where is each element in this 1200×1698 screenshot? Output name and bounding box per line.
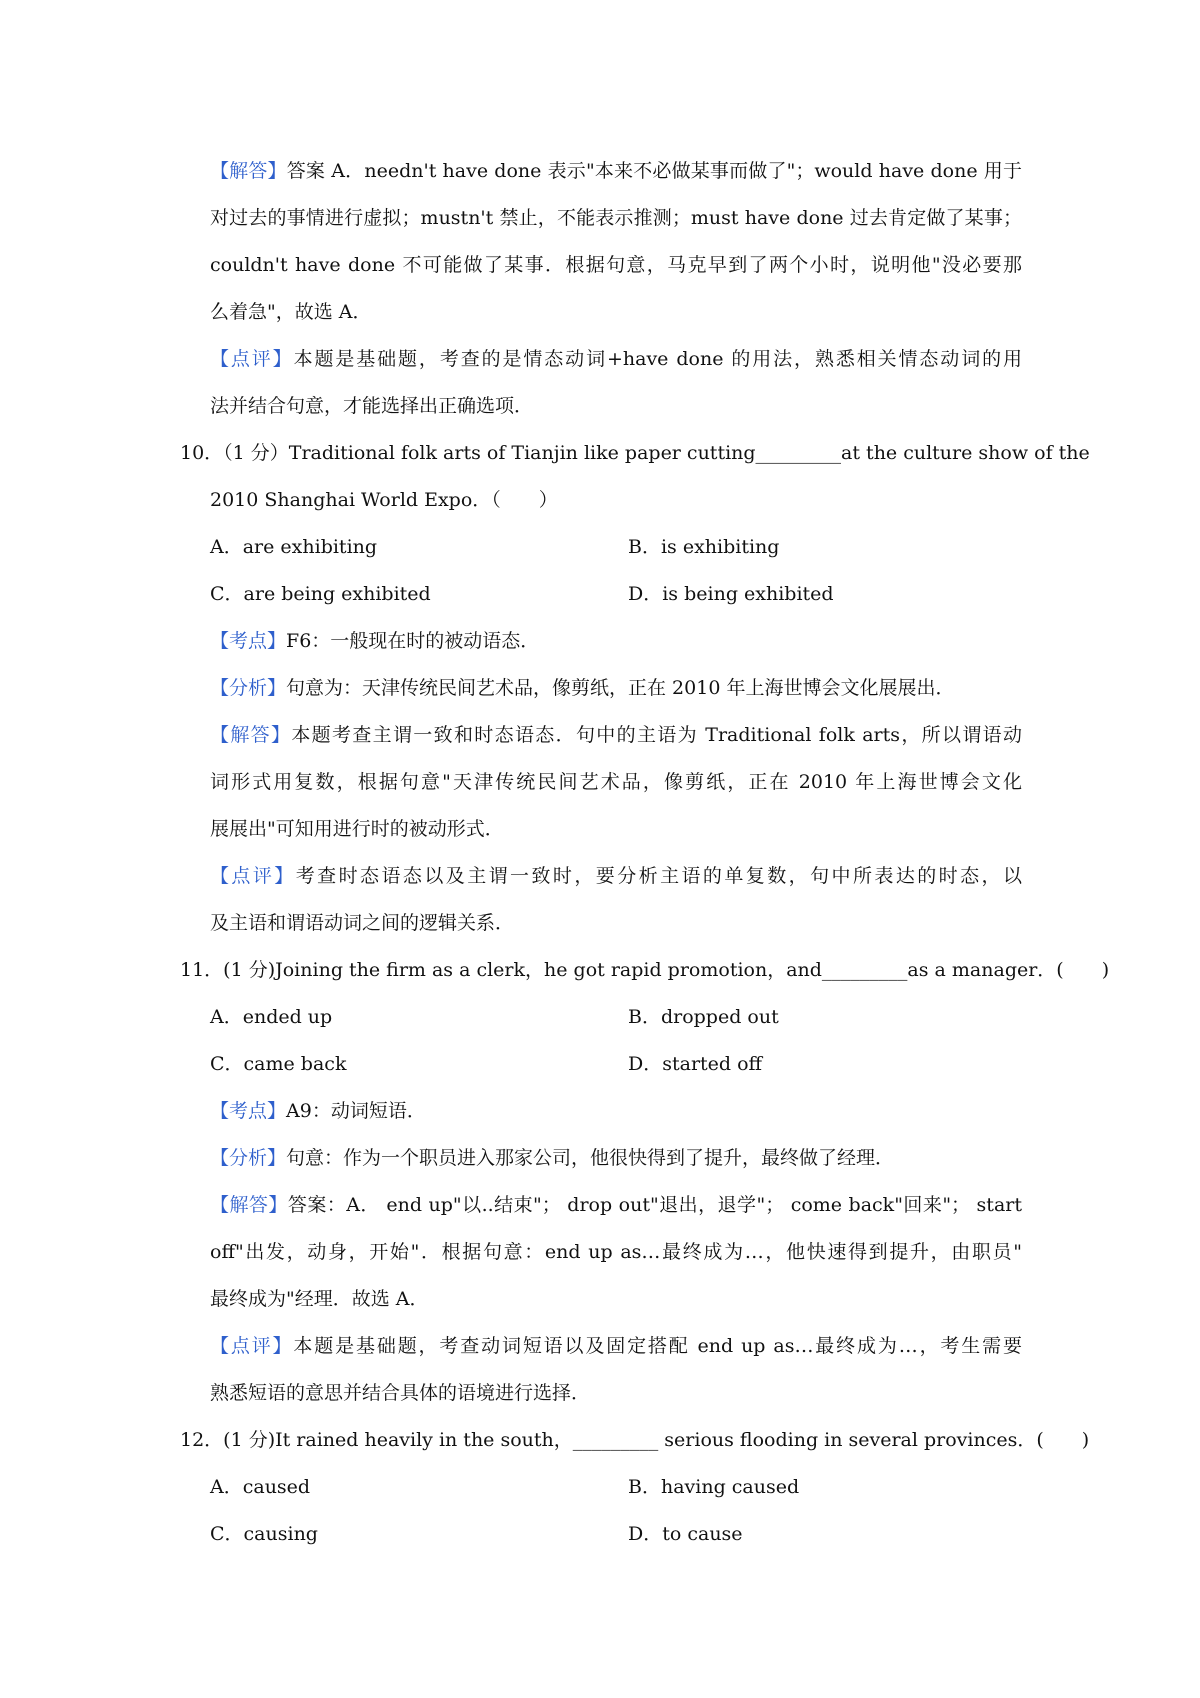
comment-tag: 【点评】 [210, 1335, 294, 1357]
test-point-tag: 【考点】 [210, 1100, 287, 1122]
q9-answer-line-2: 对过去的事情进行虚拟；mustn't 禁止，不能表示推测；must have done 过去肯定做了某事； [210, 207, 1022, 229]
q10-comment-line-2: 及主语和谓语动词之间的逻辑关系． [210, 912, 515, 934]
q11-option-d: D．started off [628, 1053, 763, 1075]
q10-option-b: B．is exhibiting [628, 536, 780, 558]
analysis-tag: 【分析】 [210, 1147, 287, 1169]
q9-answer-line-1: 【解答】答案 A．needn't have done 表示"本来不必做某事而做了"；would have done 用于 [210, 160, 1022, 182]
q12-option-a: A．caused [210, 1476, 311, 1498]
q10-option-a: A．are exhibiting [210, 536, 378, 558]
q10-answer-line-3: 展展出"可知用进行时的被动形式． [210, 818, 504, 840]
q11-answer-line-2: off"出发，动身，开始"．根据句意：end up as…最终成为…，他快速得到提升，由职员" [210, 1241, 1022, 1263]
q10-stem-line-2: 2010 Shanghai World Expo．（ ） [210, 489, 558, 511]
q11-analysis: 【分析】句意：作为一个职员进入那家公司，他很快得到了提升，最终做了经理． [210, 1147, 895, 1169]
q10-answer-line-1: 【解答】本题考查主谓一致和时态语态．句中的主语为 Traditional folk arts，所以谓语动 [210, 724, 1022, 746]
q11-test-point: 【考点】A9：动词短语． [210, 1100, 426, 1122]
q11-option-a: A．ended up [210, 1006, 333, 1028]
test-point-tag: 【考点】 [210, 630, 287, 652]
q12-option-c: C．causing [210, 1523, 318, 1545]
q11-stem: 11．(1 分)Joining the firm as a clerk，he got rapid promotion，and_________as a manager．( ) [180, 959, 1110, 981]
q12-stem: 12．(1 分)It rained heavily in the south，_________ serious flooding in several provinces．( ) [180, 1429, 1090, 1451]
comment-tag: 【点评】 [210, 348, 294, 370]
q10-answer-line-2: 词形式用复数，根据句意"天津传统民间艺术品，像剪纸，正在 2010 年上海世博会文化 [210, 771, 1022, 793]
q12-option-b: B．having caused [628, 1476, 800, 1498]
q9-answer-line-3: couldn't have done 不可能做了某事．根据句意，马克早到了两个小时，说明他"没必要那 [210, 254, 1022, 276]
q11-answer-line-1: 【解答】答案：A． end up"以..结束"； drop out"退出，退学"； come back"回来"； start [210, 1194, 1022, 1216]
answer-tag: 【解答】 [210, 1194, 288, 1216]
q11-answer-line-3: 最终成为"经理．故选 A． [210, 1288, 429, 1310]
q11-comment-line-2: 熟悉短语的意思并结合具体的语境进行选择． [210, 1382, 591, 1404]
q9-comment-line-1: 【点评】本题是基础题，考查的是情态动词+have done 的用法，熟悉相关情态动词的用 [210, 348, 1022, 370]
q12-option-d: D．to cause [628, 1523, 743, 1545]
q11-option-b: B．dropped out [628, 1006, 779, 1028]
answer-tag: 【解答】 [210, 160, 287, 182]
q10-stem-line-1: 10．（1 分）Traditional folk arts of Tianjin like paper cutting_________at the culture show of the [180, 442, 1090, 464]
comment-tag: 【点评】 [210, 865, 296, 887]
q9-comment-line-2: 法并结合句意，才能选择出正确选项． [210, 395, 534, 417]
q10-comment-line-1: 【点评】考查时态语态以及主谓一致时，要分析主语的单复数，句中所表达的时态，以 [210, 865, 1022, 887]
q9-answer-line-4: 么着急"，故选 A． [210, 301, 372, 323]
q10-analysis: 【分析】句意为：天津传统民间艺术品，像剪纸，正在 2010 年上海世博会文化展展出． [210, 677, 955, 699]
q11-comment-line-1: 【点评】本题是基础题，考查动词短语以及固定搭配 end up as…最终成为…，考生需要 [210, 1335, 1022, 1357]
q10-test-point: 【考点】F6：一般现在时的被动语态． [210, 630, 540, 652]
q10-option-c: C．are being exhibited [210, 583, 431, 605]
q11-option-c: C．came back [210, 1053, 347, 1075]
q10-option-d: D．is being exhibited [628, 583, 834, 605]
analysis-tag: 【分析】 [210, 677, 287, 699]
answer-tag: 【解答】 [210, 724, 292, 746]
